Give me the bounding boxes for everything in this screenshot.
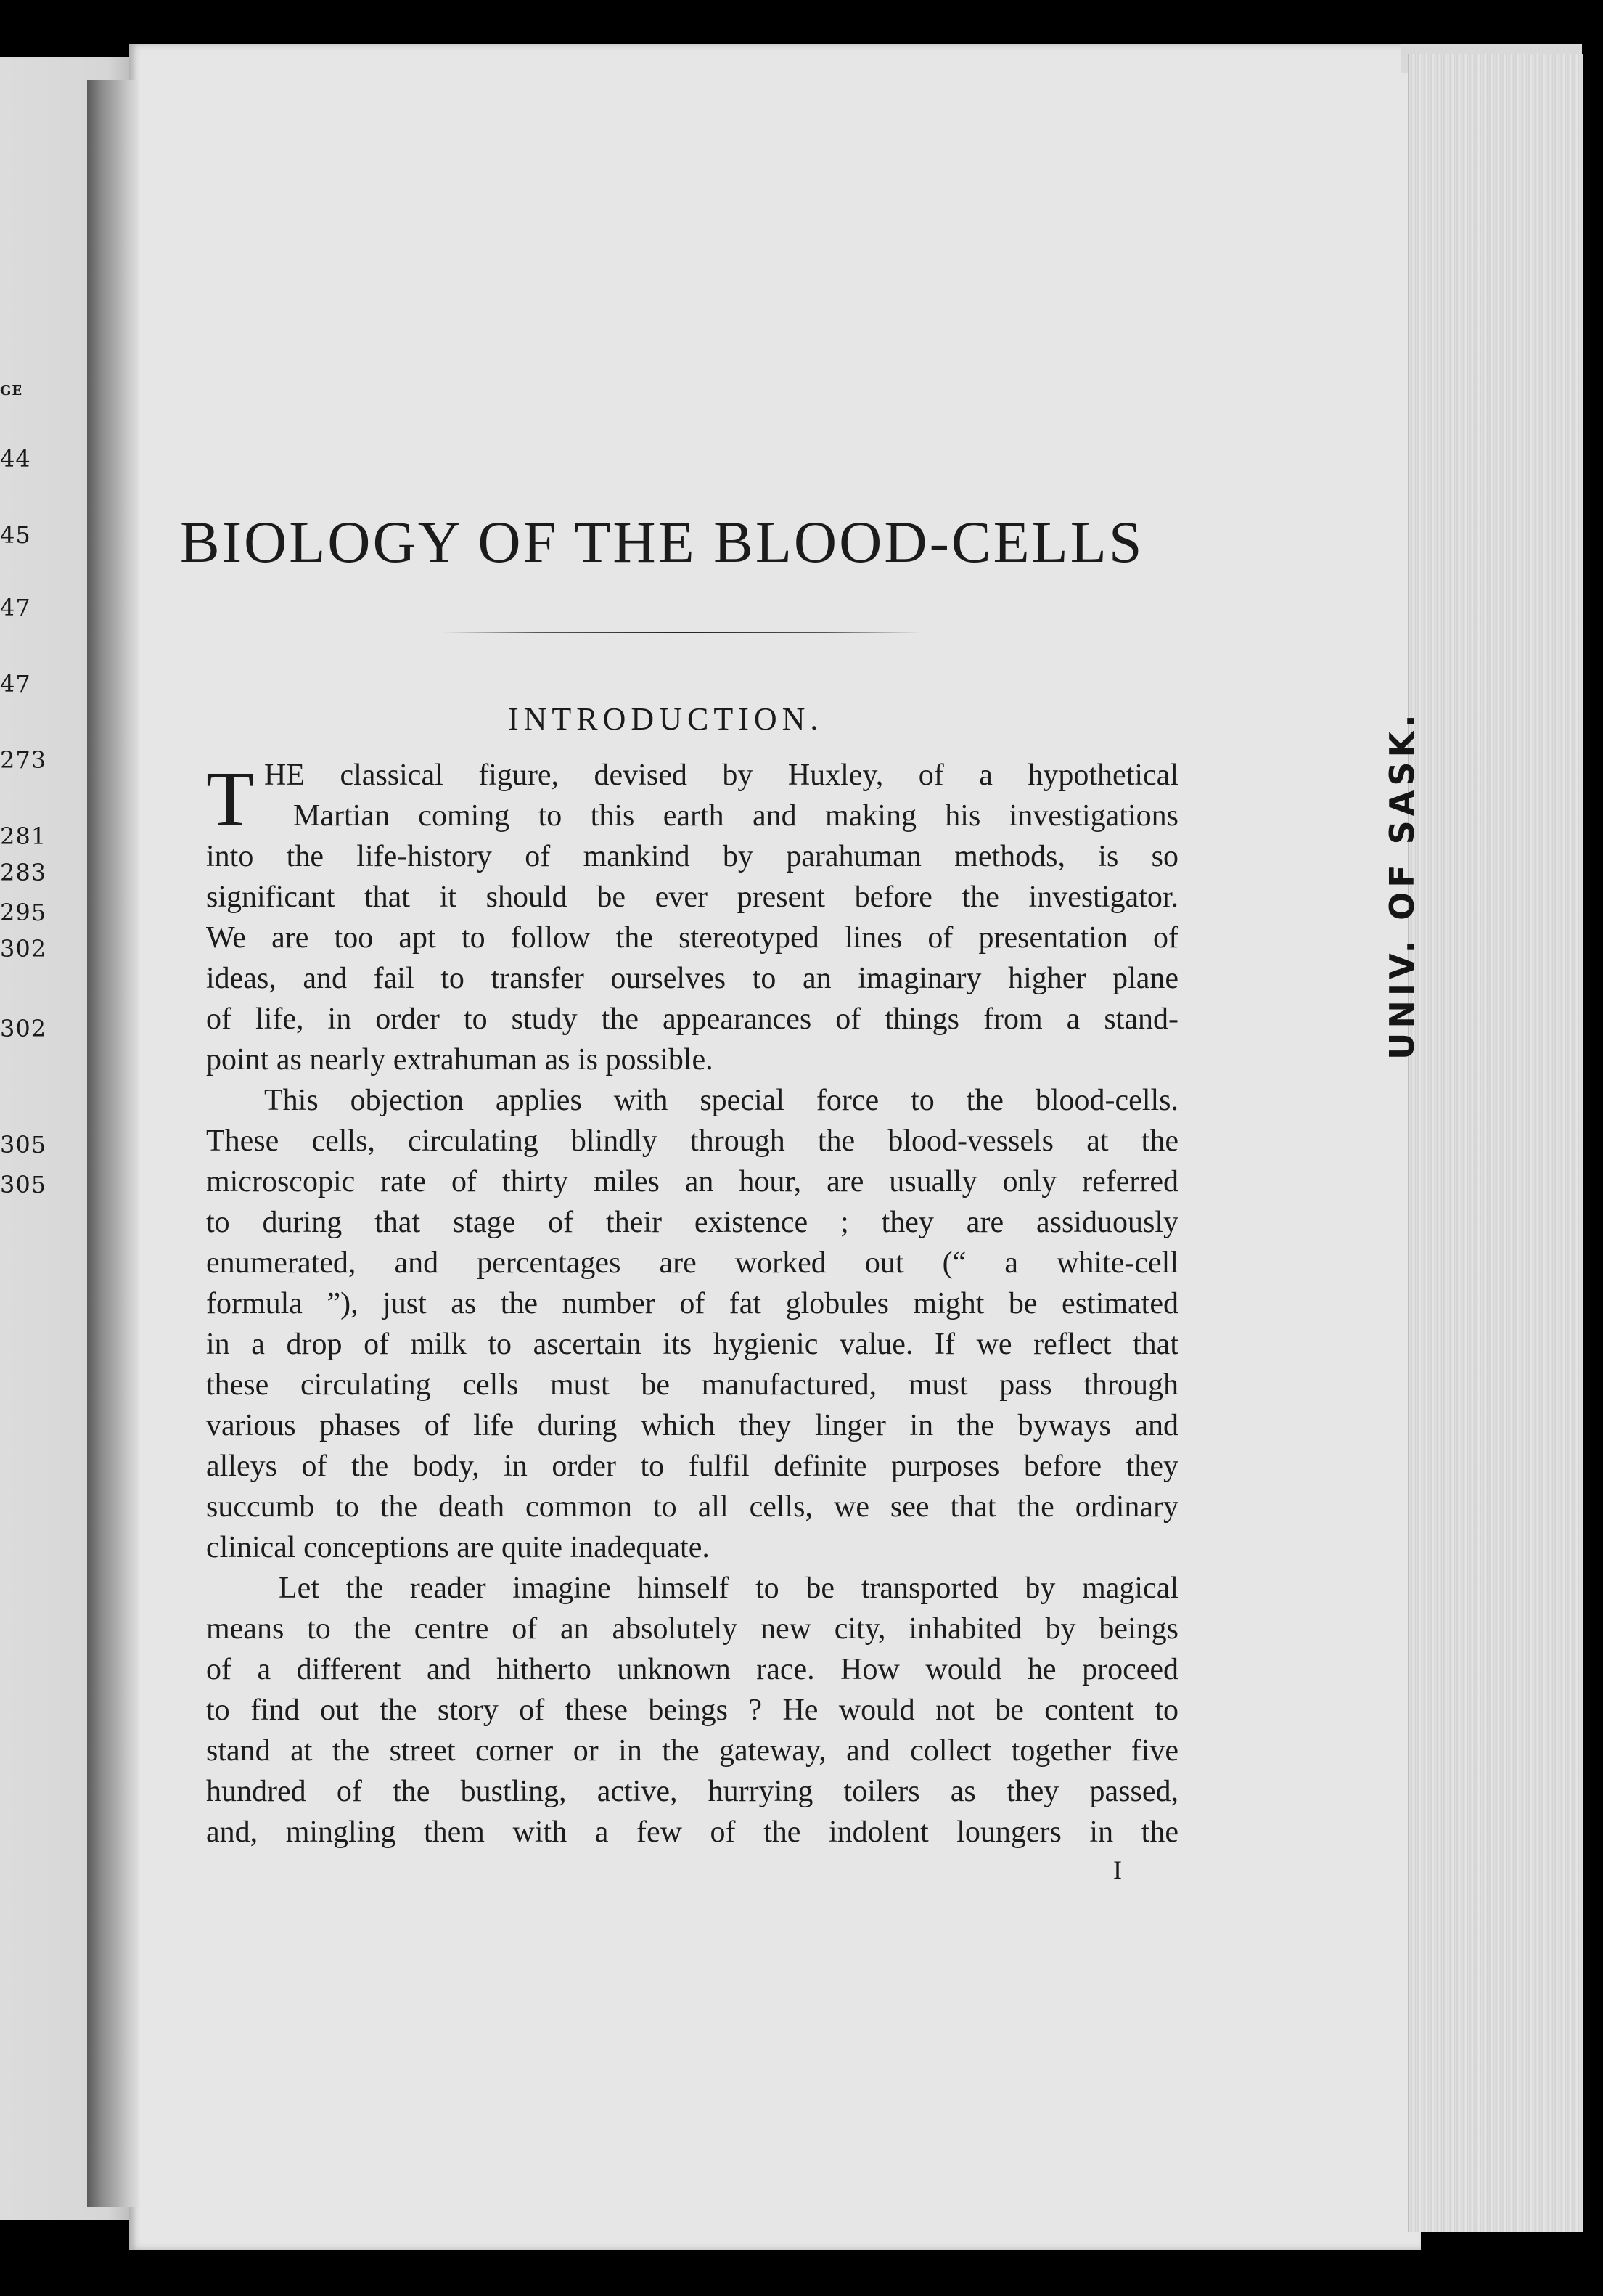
- text-line: significant that it should be ever present before the investigator.: [206, 881, 1178, 914]
- chapter-title: BIOLOGY OF THE BLOOD-CELLS: [180, 509, 1144, 575]
- text-line: into the life-history of mankind by parahuman methods, is so: [206, 840, 1178, 873]
- left-page-number: 283: [0, 859, 47, 886]
- left-page-number: 47: [0, 670, 31, 698]
- left-page-heading: GE: [0, 383, 23, 399]
- text-line: hundred of the bustling, active, hurrying toilers as they passed,: [206, 1775, 1178, 1808]
- library-stamp: UNIV. OF SASK.: [1382, 710, 1422, 1060]
- left-page-number: 47: [0, 594, 31, 621]
- page-number: I: [1113, 1855, 1122, 1884]
- section-heading: INTRODUCTION.: [508, 701, 824, 737]
- text-line: This objection applies with special force to the blood-cells.: [264, 1084, 1178, 1117]
- text-line: point as nearly extrahuman as is possible.: [206, 1043, 713, 1076]
- left-page-number: 44: [0, 445, 31, 473]
- text-line: microscopic rate of thirty miles an hour, are usually only referred: [206, 1165, 1178, 1198]
- text-line: these circulating cells must be manufactured, must pass through: [206, 1368, 1178, 1402]
- left-page-number: 295: [0, 899, 47, 926]
- left-page-number: 302: [0, 1015, 47, 1042]
- text-line: various phases of life during which they linger in the byways and: [206, 1409, 1178, 1442]
- page-stack-edge: [1408, 54, 1583, 2232]
- text-line: and, mingling them with a few of the indolent loungers in the: [206, 1815, 1178, 1849]
- text-line: to find out the story of these beings ? He would not be content to: [206, 1694, 1178, 1727]
- text-line: in a drop of milk to ascertain its hygienic value. If we reflect that: [206, 1328, 1178, 1361]
- text-line: succumb to the death common to all cells, we see that the ordinary: [206, 1490, 1178, 1524]
- text-line: Let the reader imagine himself to be transported by magical: [279, 1572, 1178, 1605]
- title-rule: [443, 632, 922, 633]
- text-line: of a different and hitherto unknown race. How would he proceed: [206, 1653, 1178, 1686]
- text-line: to during that stage of their existence ; they are assiduously: [206, 1206, 1178, 1239]
- text-line: ideas, and fail to transfer ourselves to an imaginary higher plane: [206, 962, 1178, 995]
- text-line: clinical conceptions are quite inadequate.: [206, 1531, 710, 1564]
- text-line: Martian coming to this earth and making his investigations: [293, 799, 1178, 833]
- text-line: means to the centre of an absolutely new city, inhabited by beings: [206, 1612, 1178, 1646]
- left-page-number: 305: [0, 1131, 47, 1159]
- left-page-number: 45: [0, 521, 31, 549]
- left-page-number: 302: [0, 935, 47, 963]
- text-line: enumerated, and percentages are worked out (“ a white-cell: [206, 1246, 1178, 1280]
- text-line: These cells, circulating blindly through the blood-vessels at the: [206, 1124, 1178, 1158]
- page-gutter-shadow: [87, 80, 138, 2207]
- text-line: We are too apt to follow the stereotyped lines of presentation of: [206, 921, 1178, 955]
- drop-cap: T: [206, 756, 254, 843]
- text-line: alleys of the body, in order to fulfil definite purposes before they: [206, 1450, 1178, 1483]
- text-line: formula ”), just as the number of fat globules might be estimated: [206, 1287, 1178, 1320]
- text-line: stand at the street corner or in the gateway, and collect together five: [206, 1734, 1178, 1768]
- left-page-number: 273: [0, 746, 47, 774]
- left-page-number: 281: [0, 822, 47, 850]
- text-line: HE classical figure, devised by Huxley, of a hypothetical: [264, 759, 1178, 792]
- text-line: of life, in order to study the appearances of things from a stand-: [206, 1002, 1178, 1036]
- left-page-number: 305: [0, 1171, 47, 1198]
